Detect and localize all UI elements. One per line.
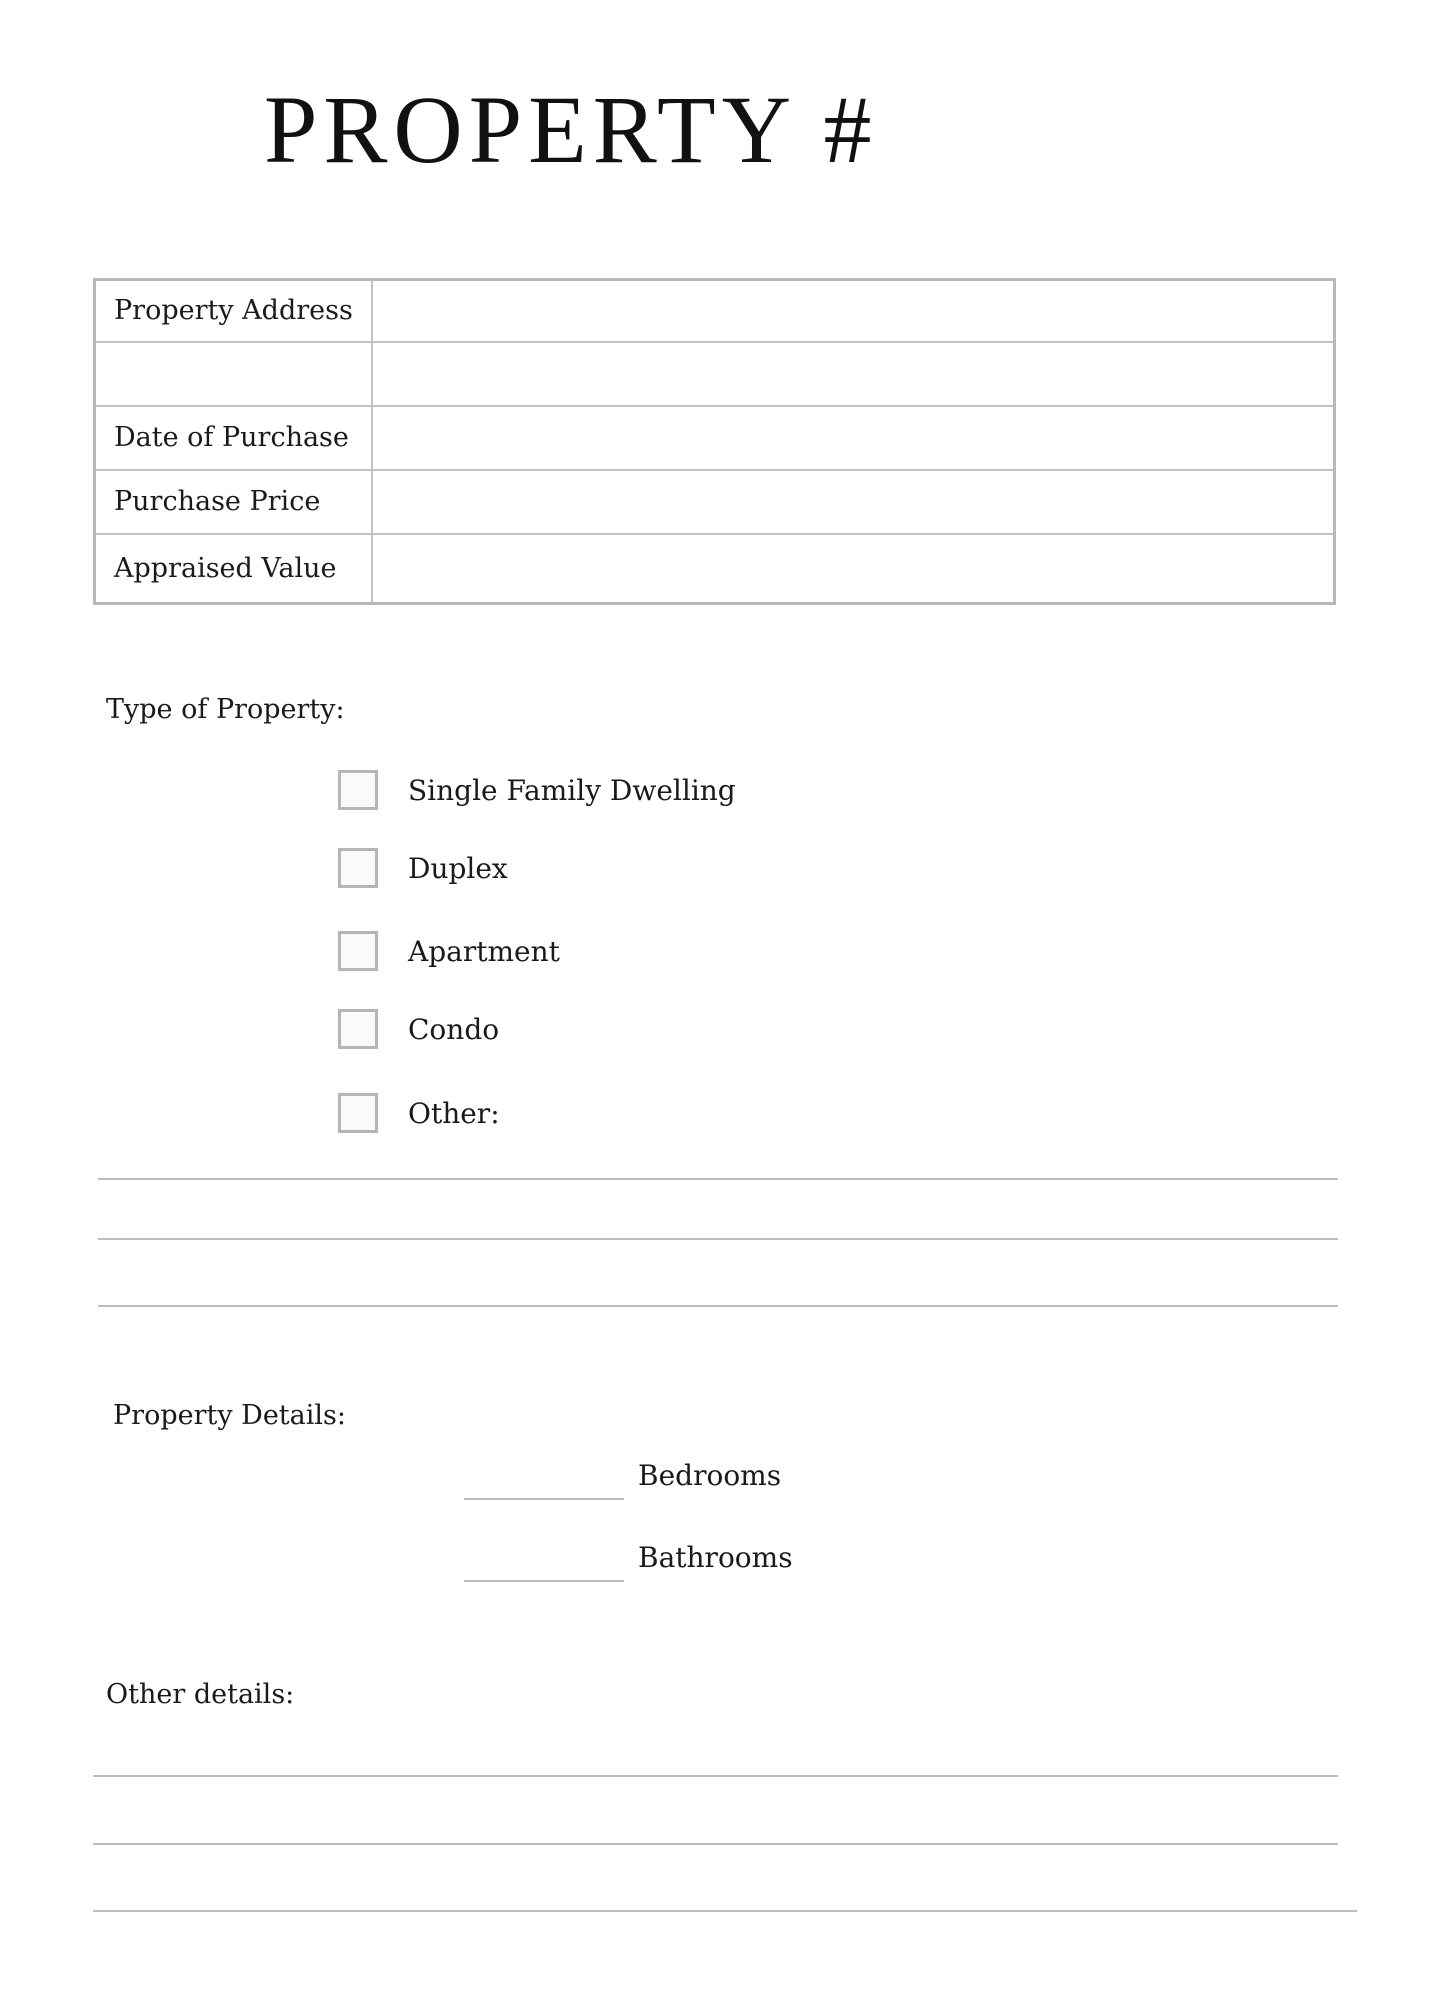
other-type-writing-line[interactable] xyxy=(98,1178,1338,1180)
condo-checkbox[interactable] xyxy=(338,1009,378,1049)
blank-label-cell xyxy=(95,342,373,406)
property-address-line-2-field[interactable] xyxy=(372,342,1335,406)
property-details-heading: Property Details: xyxy=(113,1400,346,1431)
appraised-value-label: Appraised Value xyxy=(95,534,373,604)
option-duplex xyxy=(338,846,508,890)
bathrooms-blank-line[interactable] xyxy=(464,1580,624,1582)
table-row xyxy=(95,342,1335,406)
bathrooms-row xyxy=(464,1541,793,1582)
option-other xyxy=(338,1091,500,1135)
purchase-price-field[interactable] xyxy=(372,470,1335,534)
table-row xyxy=(95,534,1335,604)
other-details-writing-line[interactable] xyxy=(93,1843,1338,1845)
date-of-purchase-field[interactable] xyxy=(372,406,1335,470)
property-address-field[interactable] xyxy=(372,280,1335,342)
bedrooms-row xyxy=(464,1459,782,1500)
purchase-price-label: Purchase Price xyxy=(95,470,373,534)
condo-label: Condo xyxy=(408,1012,500,1046)
date-of-purchase-label: Date of Purchase xyxy=(95,406,373,470)
duplex-label: Duplex xyxy=(408,851,508,885)
page-title: PROPERTY # xyxy=(264,76,878,183)
property-address-label: Property Address xyxy=(95,280,373,342)
other-details-writing-line[interactable] xyxy=(93,1910,1357,1912)
other-type-writing-line[interactable] xyxy=(98,1305,1338,1307)
other-details-heading: Other details: xyxy=(106,1679,295,1710)
option-apartment xyxy=(338,929,560,973)
other-type-writing-line[interactable] xyxy=(98,1238,1338,1240)
table-row xyxy=(95,470,1335,534)
bedrooms-label: Bedrooms xyxy=(638,1459,782,1492)
appraised-value-field[interactable] xyxy=(372,534,1335,604)
other-checkbox[interactable] xyxy=(338,1093,378,1133)
option-condo xyxy=(338,1007,499,1051)
option-single-family-dwelling xyxy=(338,768,736,812)
single-family-dwelling-checkbox[interactable] xyxy=(338,770,378,810)
other-label: Other: xyxy=(408,1096,500,1130)
duplex-checkbox[interactable] xyxy=(338,848,378,888)
table-row xyxy=(95,280,1335,342)
type-of-property-heading: Type of Property: xyxy=(106,694,345,725)
bedrooms-blank-line[interactable] xyxy=(464,1498,624,1500)
apartment-label: Apartment xyxy=(408,934,560,968)
other-details-writing-line[interactable] xyxy=(93,1775,1338,1777)
bathrooms-label: Bathrooms xyxy=(638,1541,793,1574)
table-row xyxy=(95,406,1335,470)
property-info-table xyxy=(93,278,1336,605)
single-family-dwelling-label: Single Family Dwelling xyxy=(408,773,736,807)
apartment-checkbox[interactable] xyxy=(338,931,378,971)
